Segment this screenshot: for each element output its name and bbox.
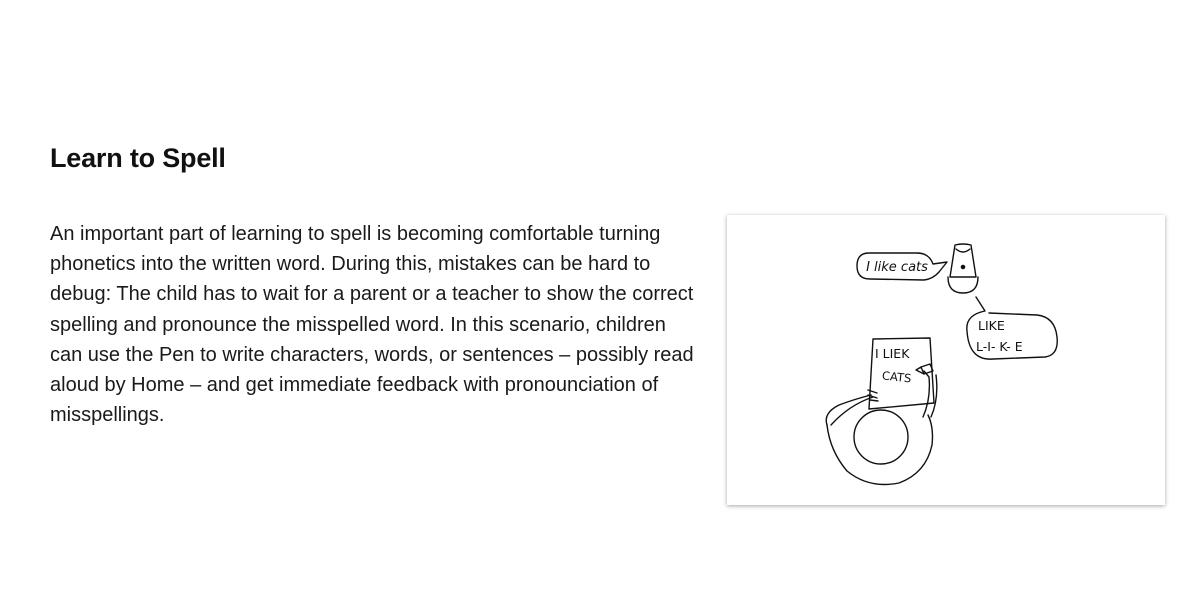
device-speech-line2: L-I- K- E [976, 339, 1023, 354]
section-body-text: An important part of learning to spell is becoming comfortable turning phonetics into the written word. During this, mistakes can be hard to debug: The child has to wait for a parent or a teacher to show the correct spelling and pronounce the misspelled word. In this scenario, children can use the Pen to write characters, words, or sentences – possibly read aloud by Home – and get immediate feedback with pronounciation of misspellings. [50, 223, 694, 427]
device-speech-line1: LIKE [978, 318, 1005, 333]
child-figure [826, 371, 937, 485]
spelling-sketch [727, 215, 1165, 505]
spelling-illustration [727, 215, 1165, 505]
paper-text-line1: I LIEK [875, 346, 910, 361]
paper-text-line2: CATS [881, 368, 912, 386]
home-device-icon [948, 244, 978, 293]
child-speech-text: I like cats [866, 260, 928, 275]
section-title: Learn to Spell [50, 143, 226, 173]
